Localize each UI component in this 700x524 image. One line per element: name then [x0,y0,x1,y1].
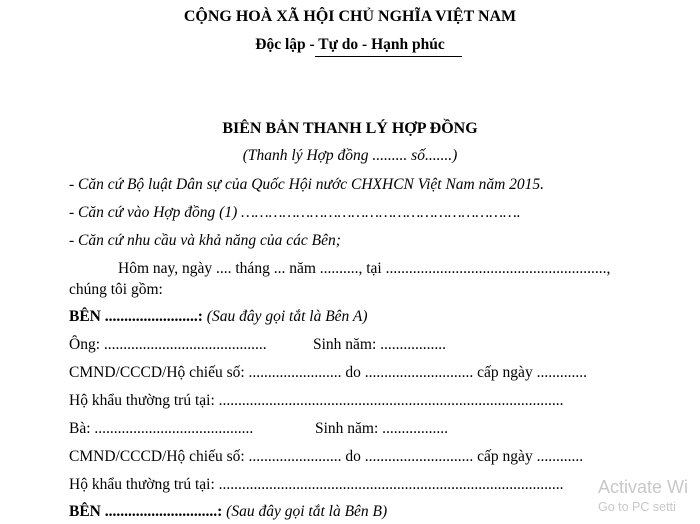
party-a-mrs-residence: Hộ khẩu thường trú tại: ......................................................................................... [69,476,564,493]
document-subtitle: (Thanh lý Hợp đồng ......... số.......) [242,147,458,164]
activation-watermark-title: Activate Wi [598,477,689,497]
party-a-mr-residence: Hộ khẩu thường trú tại: ......................................................................................... [69,392,564,409]
party-a-mrs-name: Bà: ......................................... [69,420,254,437]
motto-underline [315,56,462,57]
basis-contract: - Căn cứ vào Hợp đồng (1) ……………………………………………………. [69,204,521,221]
basis-needs: - Căn cứ nhu cầu và khả năng của các Bên; [69,232,341,249]
party-a-mr-id: CMND/CCCD/Hộ chiếu số: ........................ do ............................ cấp ngày ............. [69,364,587,381]
document-title: BIÊN BẢN THANH LÝ HỢP ĐỒNG [222,120,478,137]
activation-watermark-subtitle: Go to PC setti [598,500,676,514]
party-b-label: BÊN .............................: [69,503,223,520]
intro-line: Hôm nay, ngày .... tháng ... năm .........., tại ........................................................., [118,260,611,277]
party-b-heading [69,504,387,520]
party-a-note: (Sau đây gọi tắt là Bên A) [206,308,368,325]
national-title: CỘNG HOÀ XÃ HỘI CHỦ NGHĨA VIỆT NAM [183,8,517,25]
basis-civil-code: - Căn cứ Bộ luật Dân sự của Quốc Hội nước CHXHCN Việt Nam năm 2015. [69,176,545,193]
party-a-mr-name: Ông: .......................................... [69,336,267,353]
party-a-mrs-birth: Sinh năm: ................. [315,420,449,437]
party-a-mrs-id: CMND/CCCD/Hộ chiếu số: ........................ do ............................ cấp ngày ............ [69,448,584,465]
party-a-mr-birth: Sinh năm: ................. [313,336,447,353]
party-b-note: (Sau đây gọi tắt là Bên B) [226,503,388,520]
intro-continuation: chúng tôi gồm: [69,281,163,298]
motto: Độc lập - Tự do - Hạnh phúc [255,36,445,53]
party-a-heading [69,309,368,325]
party-a-label: BÊN ........................: [69,308,203,325]
